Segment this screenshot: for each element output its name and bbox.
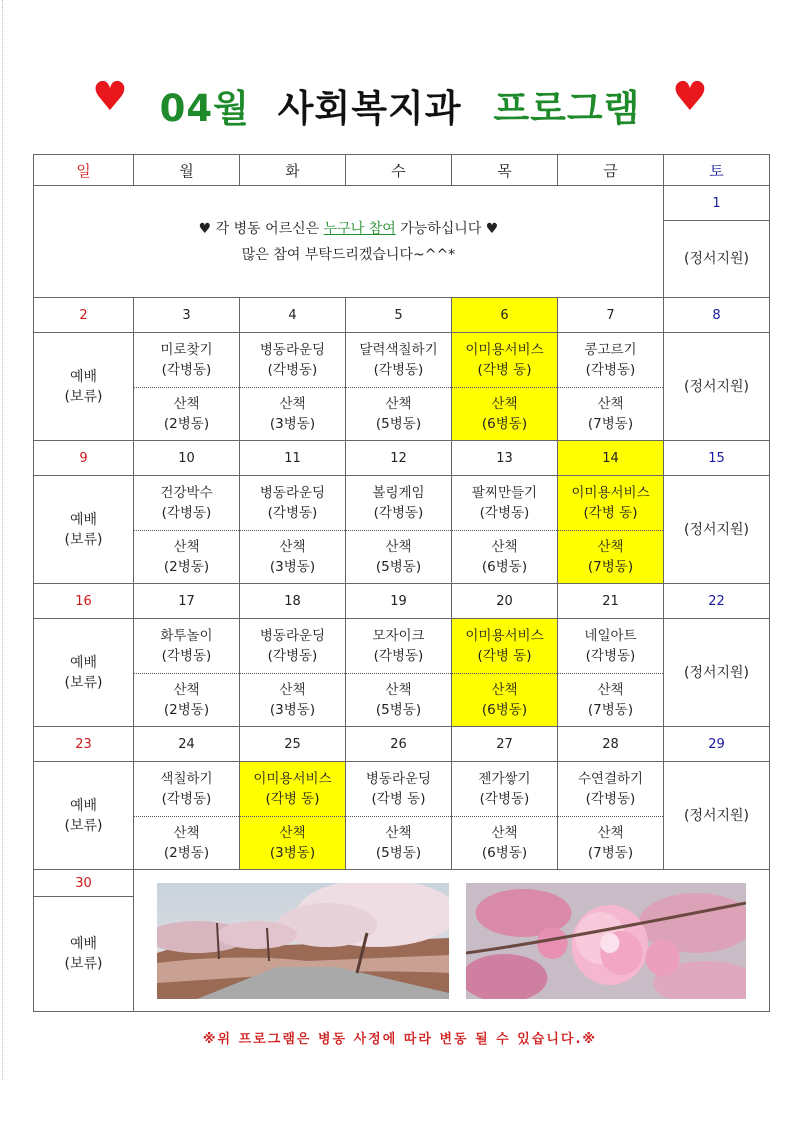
date-cell: 16 [34, 584, 134, 619]
walk-cell: 산책 (6병동) [452, 388, 558, 441]
walk-cell: 산책 (3병동) [240, 531, 346, 584]
walk-cell: 산책 (6병동) [452, 531, 558, 584]
week1-program-row [34, 333, 770, 388]
program-cell: 병동라운딩 (각병 동) [346, 762, 452, 817]
week0-date-row [34, 186, 770, 221]
program-cell: 색칠하기 (각병동) [134, 762, 240, 817]
date-cell: 6 [452, 298, 558, 333]
walk-cell: 산책 (2병동) [134, 388, 240, 441]
program-cell: 이미용서비스 (각병 동) [452, 619, 558, 674]
calendar-table [33, 154, 770, 1012]
week3-program-row [34, 619, 770, 674]
date-cell: 15 [664, 441, 770, 476]
weekday-mon: 월 [134, 155, 240, 186]
date-cell: 27 [452, 727, 558, 762]
heart-icon: ♥ [672, 74, 709, 120]
title-program: 프로그램 [493, 87, 641, 130]
emotional-support-label: (정서지원) [664, 762, 770, 870]
notice-highlight: 누구나 참여 [323, 220, 396, 237]
week3-date-row [34, 584, 770, 619]
walk-cell: 산책 (3병동) [240, 817, 346, 870]
program-cell: 팔찌만들기 (각병동) [452, 476, 558, 531]
photo-area [134, 870, 770, 1012]
title-month: 04월 [159, 87, 250, 130]
program-cell: 콩고르기 (각병동) [558, 333, 664, 388]
week4-date-row [34, 727, 770, 762]
date-cell: 9 [34, 441, 134, 476]
date-cell: 4 [240, 298, 346, 333]
week2-program-row [34, 476, 770, 531]
page-margin-line [2, 0, 3, 1080]
walk-cell: 산책 (2병동) [134, 817, 240, 870]
walk-cell: 산책 (7병동) [558, 674, 664, 727]
worship-cell: 예배 (보류) [34, 762, 134, 870]
walk-cell: 산책 (5병동) [346, 674, 452, 727]
week4-walk-row [34, 817, 770, 870]
date-cell: 10 [134, 441, 240, 476]
weekday-sat: 토 [664, 155, 770, 186]
walk-cell: 산책 (5병동) [346, 817, 452, 870]
program-cell: 화투놀이 (각병동) [134, 619, 240, 674]
date-cell: 1 [664, 186, 770, 221]
date-cell: 11 [240, 441, 346, 476]
program-cell: 미로찾기 (각병동) [134, 333, 240, 388]
program-cell: 병동라운딩 (각병동) [240, 619, 346, 674]
weekday-sun: 일 [34, 155, 134, 186]
program-cell: 수연결하기 (각병동) [558, 762, 664, 817]
date-cell: 28 [558, 727, 664, 762]
date-cell: 29 [664, 727, 770, 762]
date-cell: 20 [452, 584, 558, 619]
week4-program-row [34, 762, 770, 817]
date-cell: 18 [240, 584, 346, 619]
program-cell: 건강박수 (각병동) [134, 476, 240, 531]
title-department: 사회복지과 [277, 87, 462, 130]
weekday-tue: 화 [240, 155, 346, 186]
walk-cell: 산책 (7병동) [558, 817, 664, 870]
program-cell: 네일아트 (각병동) [558, 619, 664, 674]
date-cell: 30 [34, 870, 134, 897]
date-cell: 25 [240, 727, 346, 762]
date-cell: 5 [346, 298, 452, 333]
date-cell: 19 [346, 584, 452, 619]
cherry-blossom-road-photo [157, 883, 449, 999]
program-cell: 이미용서비스 (각병 동) [558, 476, 664, 531]
date-cell: 24 [134, 727, 240, 762]
emotional-support-label: (정서지원) [664, 221, 770, 298]
page-title [0, 74, 800, 132]
date-cell: 23 [34, 727, 134, 762]
week3-walk-row [34, 674, 770, 727]
walk-cell: 산책 (2병동) [134, 674, 240, 727]
weekday-wed: 수 [346, 155, 452, 186]
walk-cell: 산책 (2병동) [134, 531, 240, 584]
walk-cell: 산책 (6병동) [452, 817, 558, 870]
program-cell: 모자이크 (각병동) [346, 619, 452, 674]
weekday-header-row [34, 155, 770, 186]
program-cell: 볼링게임 (각병동) [346, 476, 452, 531]
date-cell: 13 [452, 441, 558, 476]
week1-walk-row [34, 388, 770, 441]
notice-cell [34, 186, 664, 298]
date-cell: 14 [558, 441, 664, 476]
program-cell: 이미용서비스 (각병 동) [452, 333, 558, 388]
walk-cell: 산책 (5병동) [346, 531, 452, 584]
program-cell: 달력색칠하기 (각병동) [346, 333, 452, 388]
date-cell: 7 [558, 298, 664, 333]
date-cell: 8 [664, 298, 770, 333]
emotional-support-label: (정서지원) [664, 619, 770, 727]
program-cell: 병동라운딩 (각병동) [240, 333, 346, 388]
date-cell: 3 [134, 298, 240, 333]
walk-cell: 산책 (6병동) [452, 674, 558, 727]
date-cell: 2 [34, 298, 134, 333]
walk-cell: 산책 (7병동) [558, 388, 664, 441]
date-cell: 12 [346, 441, 452, 476]
notice-line-2: 많은 참여 부탁드리겠습니다~^^* [241, 246, 456, 263]
week5-date-row [34, 870, 770, 897]
program-cell: 이미용서비스 (각병 동) [240, 762, 346, 817]
date-cell: 17 [134, 584, 240, 619]
walk-cell: 산책 (3병동) [240, 388, 346, 441]
walk-cell: 산책 (5병동) [346, 388, 452, 441]
date-cell: 22 [664, 584, 770, 619]
program-cell: 병동라운딩 (각병동) [240, 476, 346, 531]
footer-note: ※위 프로그램은 병동 사정에 따라 변동 될 수 있습니다.※ [202, 1032, 598, 1047]
date-cell: 26 [346, 727, 452, 762]
worship-cell: 예배 (보류) [34, 619, 134, 727]
week1-date-row [34, 298, 770, 333]
program-cell: 젠가쌓기 (각병동) [452, 762, 558, 817]
worship-cell: 예배 (보류) [34, 897, 134, 1012]
worship-cell: 예배 (보류) [34, 333, 134, 441]
date-cell: 21 [558, 584, 664, 619]
week2-walk-row [34, 531, 770, 584]
heart-icon: ♥ [92, 74, 129, 120]
emotional-support-label: (정서지원) [664, 333, 770, 441]
walk-cell: 산책 (7병동) [558, 531, 664, 584]
worship-cell: 예배 (보류) [34, 476, 134, 584]
week2-date-row [34, 441, 770, 476]
weekday-thu: 목 [452, 155, 558, 186]
notice-line-1: ♥ 각 병동 어르신은 누구나 참여 가능하십니다 ♥ [198, 220, 499, 237]
walk-cell: 산책 (3병동) [240, 674, 346, 727]
cherry-blossom-flower-photo [466, 883, 746, 999]
emotional-support-label: (정서지원) [664, 476, 770, 584]
weekday-fri: 금 [558, 155, 664, 186]
